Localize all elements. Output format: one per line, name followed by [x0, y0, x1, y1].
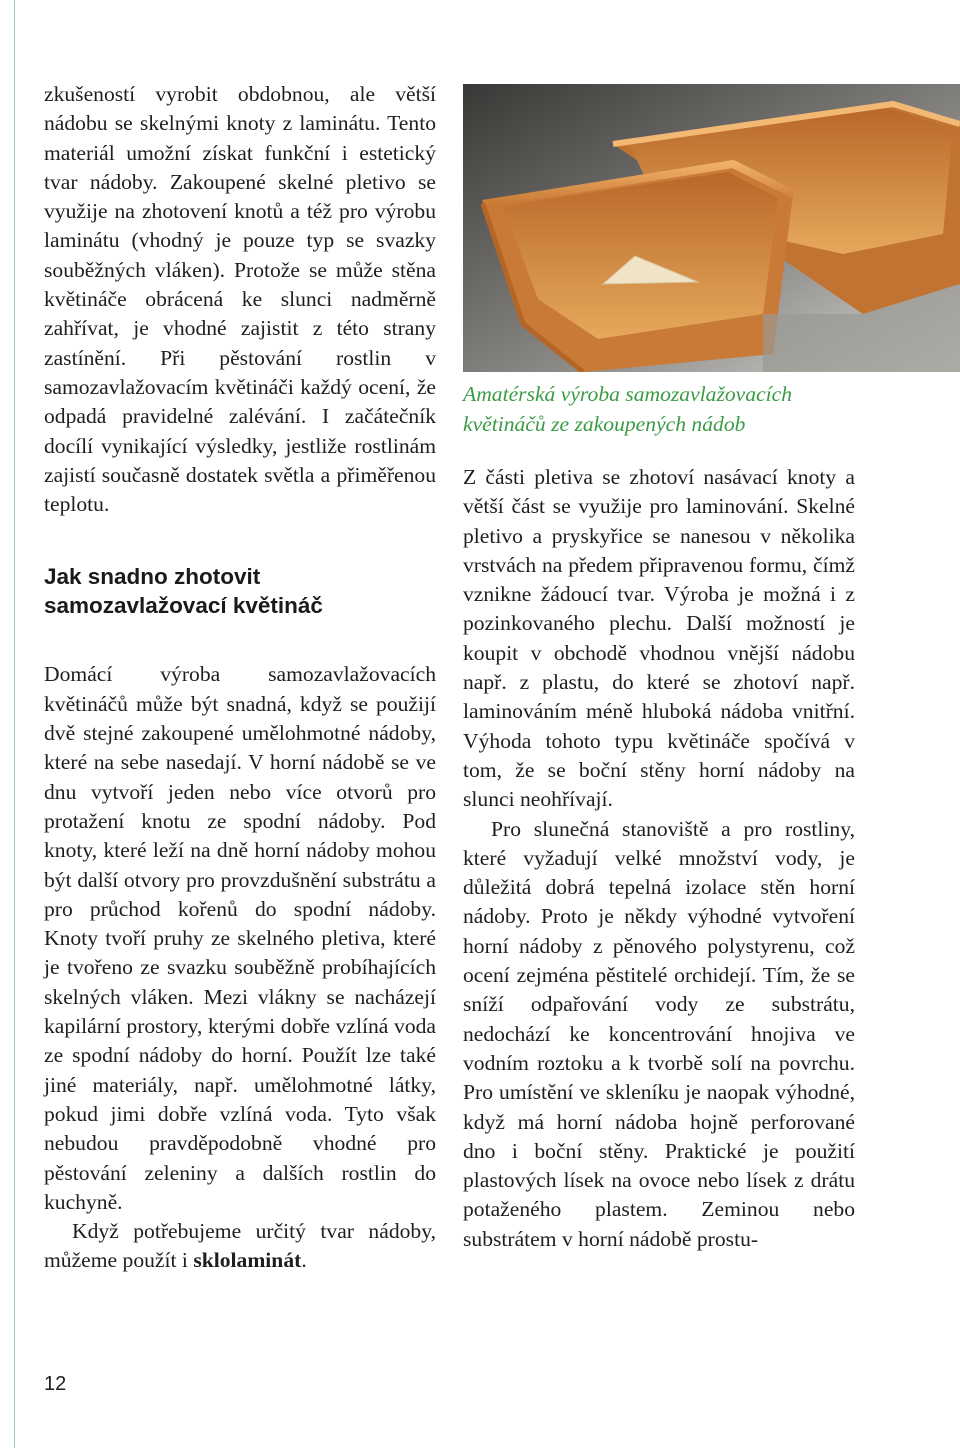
containers-photo: [463, 84, 960, 372]
margin-line: [14, 0, 15, 1448]
left-column: [44, 80, 436, 1276]
left-paragraph-3-text: Když potřebujeme určitý tvar nádoby, můžeme použít i: [44, 1219, 436, 1273]
right-paragraph-2: Pro slunečná stanoviště a pro rostliny, které vyžadují velké množství vody, je důležitá dobrá tepelná izolace stěn horní nádoby. Proto je někdy výhodné vytvoření horní nádoby z pěnového polystyrenu, což ocení zejména pěstitelé orchidejí. Tím, že se sníží odpařování vody ze substrátu, nedochází ke koncentrování hnojiva ve vodním roztoku a k tvorbě solí na povrchu. Pro umístění ve skleníku je naopak výhodné, když má horní nádoba hojně perforované dno i boční stěny. Praktické je použití plastových lísek na ovoce nebo lísek z drátu potaženého plastem. Zeminou nebo substrátem v horní nádobě prostu-: [463, 816, 855, 1251]
left-paragraph-3: [44, 1217, 436, 1276]
left-paragraph-2: Domácí výroba samozavlažovacích květináčů může být snadná, když se použijí dvě stejné zakoupené umělohmotné nádoby, které na sebe nasedají. V horní nádobě se ve dnu vytvoří jeden nebo více otvorů pro protažení knotu ze spodní nádoby. Pod knoty, které leží na dně horní nádoby mohou být další otvory pro provzdušnění substrátu a pro průchod kořenů do spodní nádoby. Knoty tvoří pruhy ze skelného pletiva, které je tvořeno ze svazku souběžně probíhajících skelných vláken. Mezi vlákny se nacházejí kapilární prostory, kterými dobře vzlíná voda ze spodní nádoby do horní. Použít lze také jiné materiály, např. umělohmotné látky, pokud jimi dobře vzlíná voda. Tyto však nebudou pravděpodobně vhodné pro pěstování zeleniny a dalších rostlin do kuchyně.: [44, 662, 436, 1214]
right-paragraph-1: Z části pletiva se zhotoví nasávací knoty a větší část se využije pro laminování. Skelné pletivo a pryskyřice se nanesou v několika vrstvách na předem připravenou formu, čímž vznikne žádoucí tvar. Výroba je možná i z pozinkovaného plechu. Další možností je koupit v obchodě vhodnou vnější nádobu např. z plastu, do které se zhotoví např. laminováním méně hluboká nádoba vnitřní. Výhoda tohoto typu květináče spočívá v tom, že se boční stěny horní nádoby na slunci neohřívají.: [463, 465, 855, 812]
left-paragraph-1: zkušeností vyrobit obdobnou, ale větší nádobu se skelnými knoty z laminátu. Tento materiál umožní získat funkční i estetický tvar nádoby. Zakoupené skelné pletivo se využije na zhotovení knotů a též pro výrobu laminátu (vhodný je pouze typ se svazky souběžných vláken). Protože se může stěna květináče obrácená ke slunci nadměrně zahřívat, je vhodné zajistit z této strany zastínění. Při pěstování rostlin v samozavlažovacím květináči každý ocení, že odpadá pravidelné zalévání. I začátečník docílí vynikající výsledky, jestliže rostlinám zajistí současně dostatek světla a přiměřenou teplotu.: [44, 82, 436, 517]
keyword-sklolaminat: sklolaminát: [193, 1248, 302, 1273]
right-column: [463, 463, 855, 1254]
orange-containers-illustration: [463, 84, 960, 372]
left-paragraph-3-end: .: [301, 1248, 307, 1273]
photo-caption: Amatérská výroba samozavlažovacích květináčů ze zakoupených nádob: [463, 382, 793, 436]
section-heading: Jak snadno zhotovit samozavlažovací květináč: [44, 564, 323, 619]
page-number: 12: [44, 1373, 67, 1395]
